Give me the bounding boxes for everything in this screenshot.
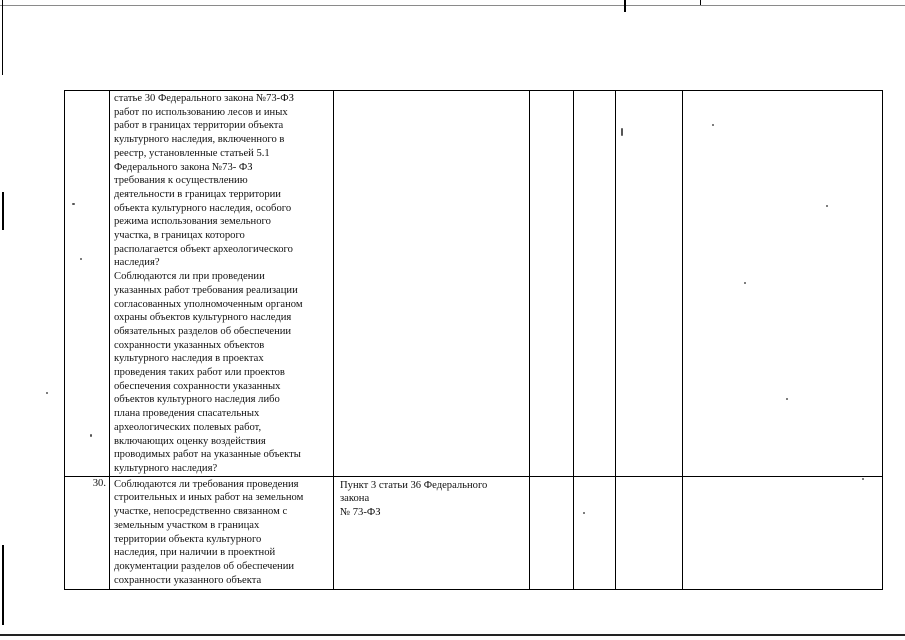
question-text-line: культурного наследия? [114,462,218,474]
row-number-cell [65,91,110,477]
question-text-line: включающих оценку воздействия [114,435,266,447]
legal-reference-line: № 73-ФЗ [340,507,381,519]
question-text-line: земельным участком в границах [114,519,260,531]
bottom-border-line [0,634,905,636]
note-cell[interactable] [683,91,883,477]
question-text-line: Соблюдаются ли при проведении [114,271,265,283]
question-text-line: требования к осуществлению [114,175,248,187]
left-edge-mark [2,545,4,625]
table-row [65,476,883,589]
question-text-line: наследия, при наличии в проектной [114,547,276,559]
question-text-line: согласованных уполномоченным органом [114,298,303,310]
row-number-cell [65,476,110,589]
question-text-line: работ в границах территории объекта [114,120,284,132]
question-text-line: статье 30 Федерального закона №73-ФЗ [114,93,294,104]
question-text-line: сохранности указанного объекта [114,574,262,586]
question-cell [110,476,334,589]
question-text-line: реестр, установленные статьей 5.1 [114,147,270,159]
question-text-line: сохранности указанных объектов [114,339,265,351]
question-text-line: деятельности в границах территории [114,188,281,200]
answer-yes-cell[interactable] [530,476,574,589]
question-text-line: участка, в границах которого [114,230,245,242]
question-text-line: обеспечения сохранности указанных [114,380,281,392]
question-text-line: Соблюдаются ли требования проведения [114,478,299,490]
question-text-line: территории объекта культурного [114,533,262,545]
question-text-line: культурного наследия, включенного в [114,134,285,146]
table-row [65,91,883,477]
question-text-line: плана проведения спасательных [114,408,260,420]
left-edge-mark [2,192,4,230]
checklist-table [64,90,883,590]
legal-reference-line: Пункт 3 статьи 36 Федерального [340,479,488,491]
top-border-line [0,5,905,6]
scan-speck [46,392,48,394]
question-text-line: культурного наследия в проектах [114,353,264,365]
question-text-line: располагается объект археологического [114,243,293,255]
left-edge-mark [2,0,3,75]
question-text-line: объектов культурного наследия либо [114,394,280,406]
question-text-line: наследия? [114,257,160,269]
answer-not-applicable-cell[interactable] [616,476,683,589]
question-text-line: Федерального закона №73- ФЗ [114,161,253,173]
question-text-line: объекта культурного наследия, особого [114,202,292,214]
question-text-line: участке, непосредственно связанном с [114,506,288,518]
row-number: 30. [92,477,106,489]
top-edge-tick [700,0,701,5]
legal-reference-line: закона [340,493,370,505]
legal-reference-cell [334,476,530,589]
question-text-line: проводимых работ на указанные объекты [114,449,301,461]
question-text-line: археологических полевых работ, [114,421,262,433]
question-cell [110,91,334,477]
answer-no-cell[interactable] [574,476,616,589]
answer-no-cell[interactable] [574,91,616,477]
question-text-line: документации разделов об обеспечении [114,560,295,572]
question-text-line: указанных работ требования реализации [114,284,298,296]
question-text-line: охраны объектов культурного наследия [114,312,292,324]
question-text-line: режима использования земельного [114,216,271,228]
top-edge-tick [624,0,626,12]
legal-reference-cell [334,91,530,477]
question-text-line: проведения таких работ или проектов [114,367,285,379]
question-text-line: работ по использованию лесов и иных [114,106,288,118]
question-text-line: строительных и иных работ на земельном [114,492,304,504]
answer-yes-cell[interactable] [530,91,574,477]
answer-not-applicable-cell[interactable] [616,91,683,477]
note-cell[interactable] [683,476,883,589]
question-text-line: обязательных разделов об обеспечении [114,325,292,337]
